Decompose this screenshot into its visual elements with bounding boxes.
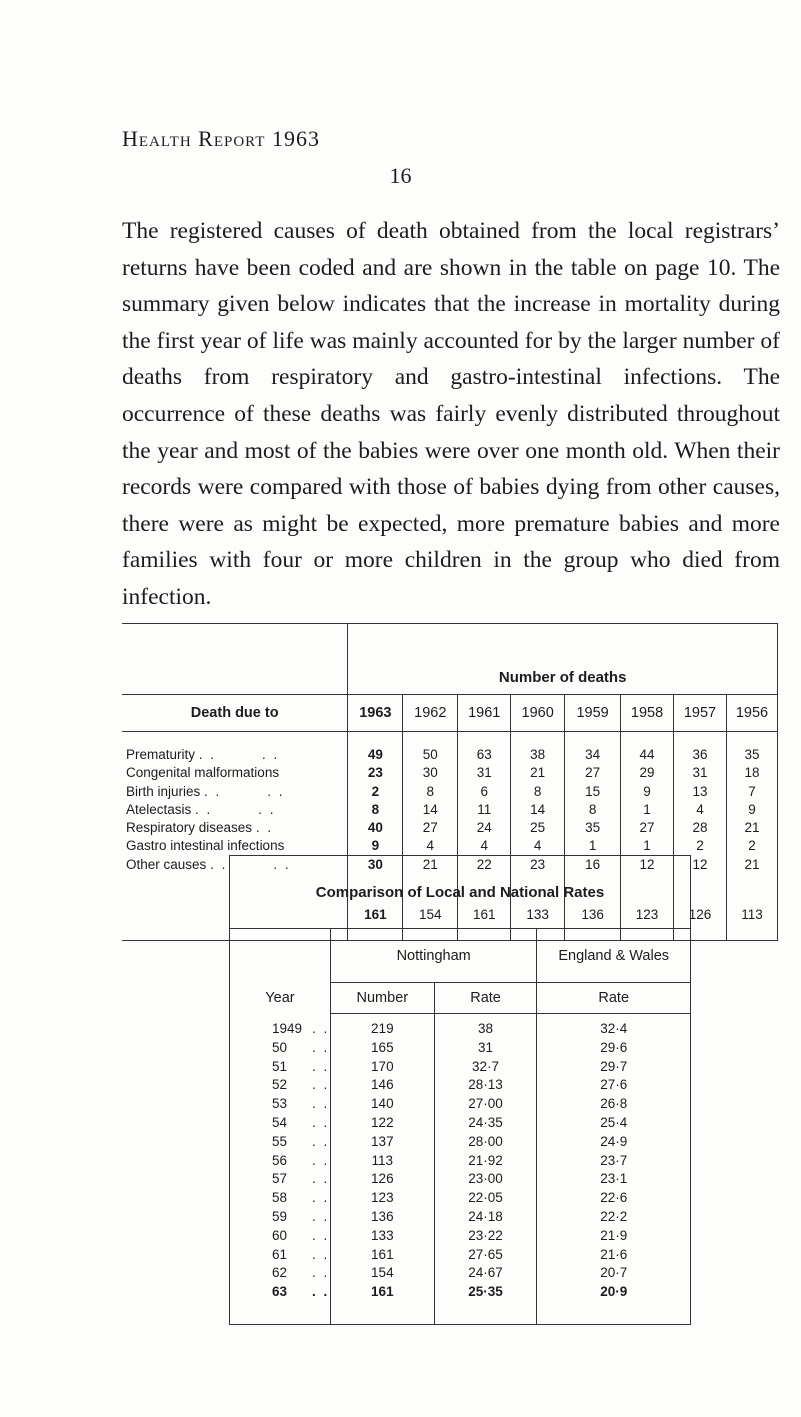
year-cell <box>230 1189 331 1208</box>
cause-label: Respiratory diseases <box>126 820 253 836</box>
national-cell: 20·9 <box>537 1283 691 1302</box>
value-cell: 8 <box>348 801 403 819</box>
total-cell: 113 <box>726 888 777 941</box>
value-cell: 50 <box>403 746 458 764</box>
number-cell: 165 <box>330 1039 434 1058</box>
number-cell: 123 <box>330 1189 434 1208</box>
cause-cell <box>122 837 348 855</box>
table-row <box>230 1170 691 1189</box>
national-cell: 23·7 <box>537 1152 691 1171</box>
national-cell: 21·6 <box>537 1246 691 1265</box>
rate-header: Rate <box>434 983 537 1014</box>
total-cell: 123 <box>621 888 674 941</box>
table-row <box>230 1058 691 1077</box>
table-row <box>230 1246 691 1265</box>
year-label: 59 <box>272 1208 288 1224</box>
leader-dots: . . <box>312 1190 330 1206</box>
year-header: 1960 <box>511 695 565 732</box>
cause-cell <box>122 819 348 837</box>
table-row <box>230 1039 691 1058</box>
value-cell: 36 <box>674 746 727 764</box>
value-cell: 6 <box>458 783 511 801</box>
table-row <box>230 1264 691 1283</box>
value-cell: 31 <box>458 764 511 782</box>
leader-dots: . . <box>312 1133 330 1149</box>
value-cell: 8 <box>565 801 621 819</box>
value-cell: 21 <box>511 764 565 782</box>
value-cell: 15 <box>565 783 621 801</box>
value-cell: 34 <box>565 746 621 764</box>
table-row <box>230 1114 691 1133</box>
cause-label: Gastro intestinal infections <box>126 838 285 854</box>
table-row <box>122 837 778 855</box>
national-cell: 20·7 <box>537 1264 691 1283</box>
national-group-header: England & Wales <box>537 929 691 983</box>
cause-label: Birth injuries <box>126 783 201 799</box>
cause-label: Atelectasis <box>126 801 192 817</box>
rate-cell: 31 <box>434 1039 537 1058</box>
leader-dots: . . . . <box>210 856 291 872</box>
cause-label: Other causes <box>126 856 207 872</box>
year-header: 1959 <box>565 695 621 732</box>
rate-cell: 32·7 <box>434 1058 537 1077</box>
number-cell: 122 <box>330 1114 434 1133</box>
year-cell <box>230 1133 331 1152</box>
leader-dots: . . <box>312 1227 330 1243</box>
rates-table <box>229 855 691 1325</box>
leader-dots: . . <box>312 1152 330 1168</box>
value-cell: 49 <box>348 746 403 764</box>
national-cell: 29·6 <box>537 1039 691 1058</box>
year-cell <box>230 1076 331 1095</box>
national-cell: 32·4 <box>537 1020 691 1039</box>
table-corner <box>122 624 348 695</box>
table-row <box>230 1189 691 1208</box>
rate-cell: 22·05 <box>434 1189 537 1208</box>
value-cell: 27 <box>621 819 674 837</box>
year-label: 51 <box>272 1058 288 1074</box>
value-cell: 38 <box>511 746 565 764</box>
intro-text: The registered causes of death obtained from the local registrars’ returns have been coded and are shown in the table on page 10. The summary given below indicates that the increase in mortality during the first year of life was mainly accounted for by the larger number of deaths from respiratory and gastro-intestinal infections. The occurrence of these deaths was fairly evenly distributed throughout the year and most of the babies were over one month old. When their records were compared with those of babies dying from other causes, there were as might be expected, more premature babies and more families with four or more children in the group who died from infection. <box>122 218 780 610</box>
value-cell: 40 <box>348 819 403 837</box>
total-cell: 136 <box>565 888 621 941</box>
cause-label: Prematurity <box>126 747 196 762</box>
value-cell: 4 <box>511 837 565 855</box>
table-row <box>230 1095 691 1114</box>
value-cell: 9 <box>726 801 777 819</box>
value-cell: 1 <box>621 801 674 819</box>
year-cell <box>230 1264 331 1283</box>
leader-dots: . . <box>312 1114 330 1130</box>
value-cell: 30 <box>348 856 403 874</box>
intro-paragraph <box>122 213 780 616</box>
value-cell: 14 <box>511 801 565 819</box>
cause-label: Congenital malformations <box>126 765 280 781</box>
rate-cell: 21·92 <box>434 1152 537 1171</box>
value-cell: 7 <box>726 783 777 801</box>
year-cell <box>230 1246 331 1265</box>
rate-cell: 28·13 <box>434 1076 537 1095</box>
year-label: 61 <box>272 1246 288 1262</box>
value-cell: 8 <box>403 783 458 801</box>
number-cell: 146 <box>330 1076 434 1095</box>
leader-dots: . . <box>312 1039 330 1055</box>
year-cell <box>230 1152 331 1171</box>
number-cell: 219 <box>330 1020 434 1039</box>
year-header: 1963 <box>348 695 403 732</box>
number-cell: 133 <box>330 1227 434 1246</box>
cause-cell <box>122 746 348 764</box>
leader-dots: . . <box>255 820 274 836</box>
national-rate-header: Rate <box>537 983 691 1014</box>
value-cell: 18 <box>726 764 777 782</box>
value-cell: 23 <box>348 764 403 782</box>
year-label: 60 <box>272 1227 288 1243</box>
page-number: 16 <box>389 163 412 188</box>
rate-cell: 25·35 <box>434 1283 537 1302</box>
cause-cell <box>122 783 348 801</box>
year-cell <box>230 1039 331 1058</box>
value-cell: 27 <box>403 819 458 837</box>
header-row <box>122 695 778 732</box>
value-cell: 9 <box>621 783 674 801</box>
number-cell: 137 <box>330 1133 434 1152</box>
year-cell <box>230 1095 331 1114</box>
table-row <box>230 1133 691 1152</box>
table-row <box>122 783 778 801</box>
value-cell: 13 <box>674 783 727 801</box>
value-cell: 25 <box>511 819 565 837</box>
rate-cell: 24·18 <box>434 1208 537 1227</box>
value-cell: 23 <box>511 856 565 874</box>
year-label: 56 <box>272 1152 288 1168</box>
year-header: 1956 <box>726 695 777 732</box>
value-cell: 2 <box>674 837 727 855</box>
national-cell: 22·2 <box>537 1208 691 1227</box>
table-row <box>230 1227 691 1246</box>
rate-cell: 27·65 <box>434 1246 537 1265</box>
value-cell: 11 <box>458 801 511 819</box>
rate-cell: 24·35 <box>434 1114 537 1133</box>
value-cell: 12 <box>621 856 674 874</box>
value-cell: 63 <box>458 746 511 764</box>
year-label: 54 <box>272 1114 288 1130</box>
year-label: 57 <box>272 1171 288 1187</box>
year-label: 62 <box>272 1265 288 1281</box>
national-cell: 24·9 <box>537 1133 691 1152</box>
cause-cell <box>122 801 348 819</box>
year-label: 1949 <box>272 1021 303 1036</box>
table-row <box>122 819 778 837</box>
value-cell: 30 <box>403 764 458 782</box>
year-header: 1961 <box>458 695 511 732</box>
national-cell: 26·8 <box>537 1095 691 1114</box>
table-row <box>122 801 778 819</box>
number-cell: 136 <box>330 1208 434 1227</box>
value-cell: 12 <box>674 856 727 874</box>
leader-dots: . . <box>312 1096 330 1112</box>
running-head: Health Report 1963 <box>122 126 320 151</box>
year-header: Year <box>230 929 331 1014</box>
cause-cell <box>122 764 348 782</box>
value-cell: 21 <box>403 856 458 874</box>
value-cell: 35 <box>726 746 777 764</box>
number-cell: 126 <box>330 1170 434 1189</box>
year-label: 52 <box>272 1077 288 1093</box>
year-label: 58 <box>272 1190 288 1206</box>
leader-dots: . . <box>312 1284 330 1300</box>
leader-dots: . . . . <box>198 747 280 762</box>
local-group-header: Nottingham <box>330 929 536 983</box>
national-cell: 21·9 <box>537 1227 691 1246</box>
table-row <box>122 764 778 782</box>
rate-cell: 24·67 <box>434 1264 537 1283</box>
value-cell: 27 <box>565 764 621 782</box>
year-label: 50 <box>272 1039 288 1055</box>
rate-cell: 38 <box>434 1020 537 1039</box>
leader-dots: . . <box>312 1021 330 1036</box>
total-cell: 126 <box>674 888 727 941</box>
rates-title: Comparison of Local and National Rates <box>230 856 691 929</box>
number-cell: 161 <box>330 1246 434 1265</box>
value-cell: 2 <box>348 783 403 801</box>
value-cell: 1 <box>565 837 621 855</box>
leader-dots: . . <box>312 1077 330 1093</box>
total-cell: 161 <box>458 888 511 941</box>
value-cell: 28 <box>674 819 727 837</box>
value-cell: 4 <box>674 801 727 819</box>
leader-dots: . . <box>312 1208 330 1224</box>
value-cell: 1 <box>621 837 674 855</box>
value-cell: 9 <box>348 837 403 855</box>
national-cell: 25·4 <box>537 1114 691 1133</box>
year-label: 53 <box>272 1096 288 1112</box>
year-label: 55 <box>272 1133 288 1149</box>
value-cell: 35 <box>565 819 621 837</box>
table-row <box>230 1152 691 1171</box>
total-cell: 154 <box>403 888 458 941</box>
leader-dots: . . <box>312 1058 330 1074</box>
leader-dots: . . . . <box>204 783 285 799</box>
national-cell: 29·7 <box>537 1058 691 1077</box>
year-cell <box>230 1227 331 1246</box>
number-cell: 154 <box>330 1264 434 1283</box>
year-cell <box>230 1114 331 1133</box>
total-cell: 133 <box>511 888 565 941</box>
table-row <box>230 1208 691 1227</box>
value-cell: 14 <box>403 801 458 819</box>
label-header: Death due to <box>122 695 348 732</box>
year-label: 63 <box>272 1284 288 1300</box>
number-cell: 140 <box>330 1095 434 1114</box>
year-header: 1958 <box>621 695 674 732</box>
value-cell: 29 <box>621 764 674 782</box>
leader-dots: . . <box>312 1246 330 1262</box>
leader-dots: . . . . <box>195 801 276 817</box>
rate-cell: 23·00 <box>434 1170 537 1189</box>
year-cell <box>230 1170 331 1189</box>
table-row <box>230 1020 691 1039</box>
value-cell: 31 <box>674 764 727 782</box>
total-cell: 161 <box>348 888 403 941</box>
value-cell: 24 <box>458 819 511 837</box>
national-cell: 27·6 <box>537 1076 691 1095</box>
year-cell <box>230 1283 331 1302</box>
value-cell: 8 <box>511 783 565 801</box>
national-cell: 22·6 <box>537 1189 691 1208</box>
leader-dots: . . <box>312 1171 330 1187</box>
rate-cell: 27·00 <box>434 1095 537 1114</box>
value-cell: 4 <box>403 837 458 855</box>
value-cell: 22 <box>458 856 511 874</box>
value-cell: 16 <box>565 856 621 874</box>
value-cell: 21 <box>726 856 777 874</box>
table-row <box>230 1076 691 1095</box>
number-cell: 113 <box>330 1152 434 1171</box>
year-cell <box>230 1020 331 1039</box>
number-cell: 170 <box>330 1058 434 1077</box>
year-cell <box>230 1058 331 1077</box>
value-cell: 4 <box>458 837 511 855</box>
table-row <box>122 746 778 764</box>
leader-dots: . . <box>312 1265 330 1281</box>
year-header: 1962 <box>403 695 458 732</box>
value-cell: 2 <box>726 837 777 855</box>
rate-cell: 28·00 <box>434 1133 537 1152</box>
rate-cell: 23·22 <box>434 1227 537 1246</box>
table-row <box>230 1283 691 1302</box>
national-cell: 23·1 <box>537 1170 691 1189</box>
value-cell: 44 <box>621 746 674 764</box>
number-header: Number <box>330 983 434 1014</box>
year-header: 1957 <box>674 695 727 732</box>
year-cell <box>230 1208 331 1227</box>
value-cell: 21 <box>726 819 777 837</box>
group-header: Number of deaths <box>348 624 778 695</box>
number-cell: 161 <box>330 1283 434 1302</box>
